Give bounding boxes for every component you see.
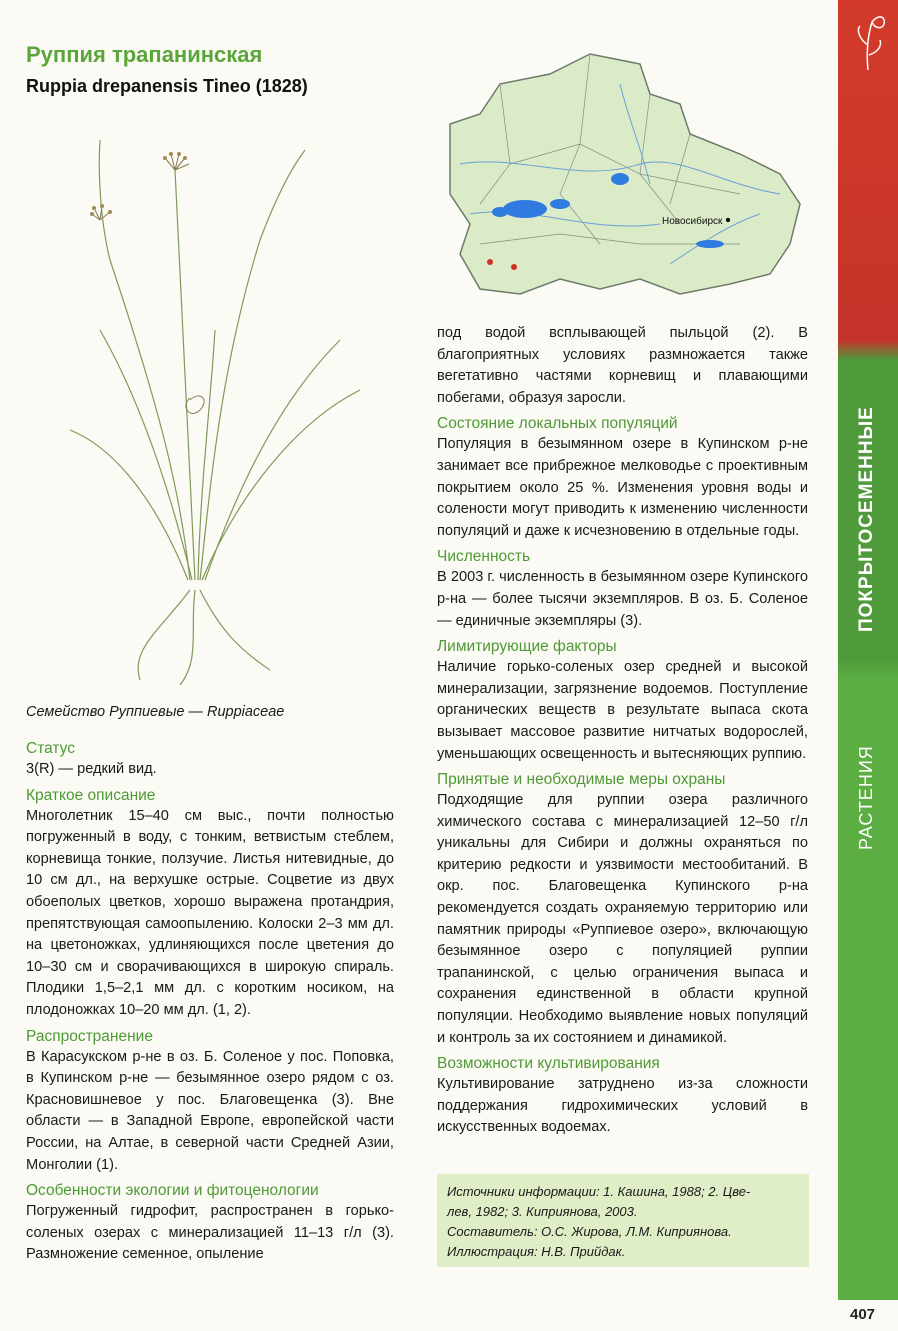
band-label-top: ПОКРЫТОСЕМЕННЫЕ [856,406,877,632]
section-text: Наличие горько-соленых озер средней и высокой минерализации, загрязнение водоемов. Поступление органических веществ в результате выпаса скота вызывает массовое развитие нитчатых водорослей, уменьшающих освещенность и вытесняющих руппию. [437,659,808,762]
section-text: В Карасукском р-не в оз. Б. Соленое у пос. Поповка, в Купинском р-не — безымянное озеро рядом с оз. Красновишневое у пос. Благовещенка (3). Вне области — в Западной Европе, европейской части России, на Алтае, в северной части Средней Азии, Монголии (1). [26,1048,394,1173]
page-number: 407 [850,1306,876,1323]
section-heading: Краткое описание [26,786,156,804]
left-column [26,738,394,1270]
flower-icon [838,0,898,80]
section-heading: Особенности экологии и фитоценологии [26,1182,319,1200]
section-text: 3(R) — редкий вид. [26,761,157,777]
section-heading: Состояние локальных популяций [437,415,678,433]
section-text: Культивирование затруднено из-за сложности поддержания гидрохимических условий в искусственных водоемах. [437,1076,808,1136]
sources-line: Иллюстрация: Н.В. Прийдак. [447,1244,626,1259]
section-heading: Лимитирующие факторы [437,638,617,656]
section-heading: Возможности культивирования [437,1055,660,1073]
distribution-map [440,44,810,308]
right-column [437,323,808,1143]
sources-line: Источники информации: 1. Кашина, 1988; 2. Цве- [447,1184,751,1199]
sources-box [437,1174,809,1267]
section-text: под водой всплывающей пыльцой (2). В благоприятных условиях размножается также вегетативно частями корневищ и плавающими побегами, образуя заросли. [437,325,808,406]
page-title: Руппия трапанинская [26,42,263,67]
section-heading: Численность [437,548,531,566]
section-heading: Принятые и необходимые меры охраны [437,771,726,789]
sources-line: Составитель: О.С. Жирова, Л.М. Киприянова. [447,1224,732,1239]
map-city-label: Новосибирск [662,216,723,227]
family-caption: Семейство Руппиевые — Ruppiaceae [26,704,285,720]
section-text: Погруженный гидрофит, распространен в горько-соленых озерах с минерализацией 11–13 г/л (3). Размножение семенное, опыление [26,1203,394,1263]
section-text: Многолетник 15–40 см выс., почти полностью погруженный в воду, с тонким, ветвистым стеблем, корневища тонкие, ползучие. Листья нитевидные, до 10 см дл., на верхушке острые. Соцветие из двух обоеполых цветков, хорошо выражена протандрия, препятствующая самоопылению. Колоски 2–3 мм дл. на цветоножках, удлиняющихся после цветения до 10–30 см и сворачивающихся в широкую спираль. Плодики 1,5–2,1 мм дл. с коротким носиком, на плодоножках 10–20 мм дл. (1, 2). [26,807,394,1018]
section-text: В 2003 г. численность в безымянном озере Купинского р-на — более тысячи экземпляров. В оз. Б. Соленое — единичные экземпляры (3). [437,569,808,629]
latin-name: Ruppia drepanensis Tineo (1828) [26,76,308,96]
section-heading: Статус [26,740,75,757]
section-text: Подходящие для руппии озера различного химического состава с минерализацией 12–50 г/л уникальны для Сибири и должны охраняться по критерию редкости и уязвимости местообитаний. В окр. пос. Благовещенка Купинского р-на рекомендуется создать охраняемую территорию или памятник природы «Руппиевое озеро», включающую безымянное озеро с популяцией руппии трапанинской, с целью ограничения выпаса и сохранения единственной в области крупной популяции. Необходимо выявление новых популяций и контроль за их состоянием и динамикой. [437,792,808,1046]
side-band [838,0,898,1300]
sources-line: лев, 1982; 3. Киприянова, 2003. [447,1204,638,1219]
band-label-bottom: РАСТЕНИЯ [856,745,876,850]
section-text: Популяция в безымянном озере в Купинском р-не занимает все прибрежное мелководье с проективным покрытием около 25 %. Изменения уровня воды и солености могут приводить к изменению численности популяций и даже к исчезновению в отдельные годы. [437,436,808,539]
plant-illustration [40,110,410,690]
section-heading: Распространение [26,1027,153,1045]
